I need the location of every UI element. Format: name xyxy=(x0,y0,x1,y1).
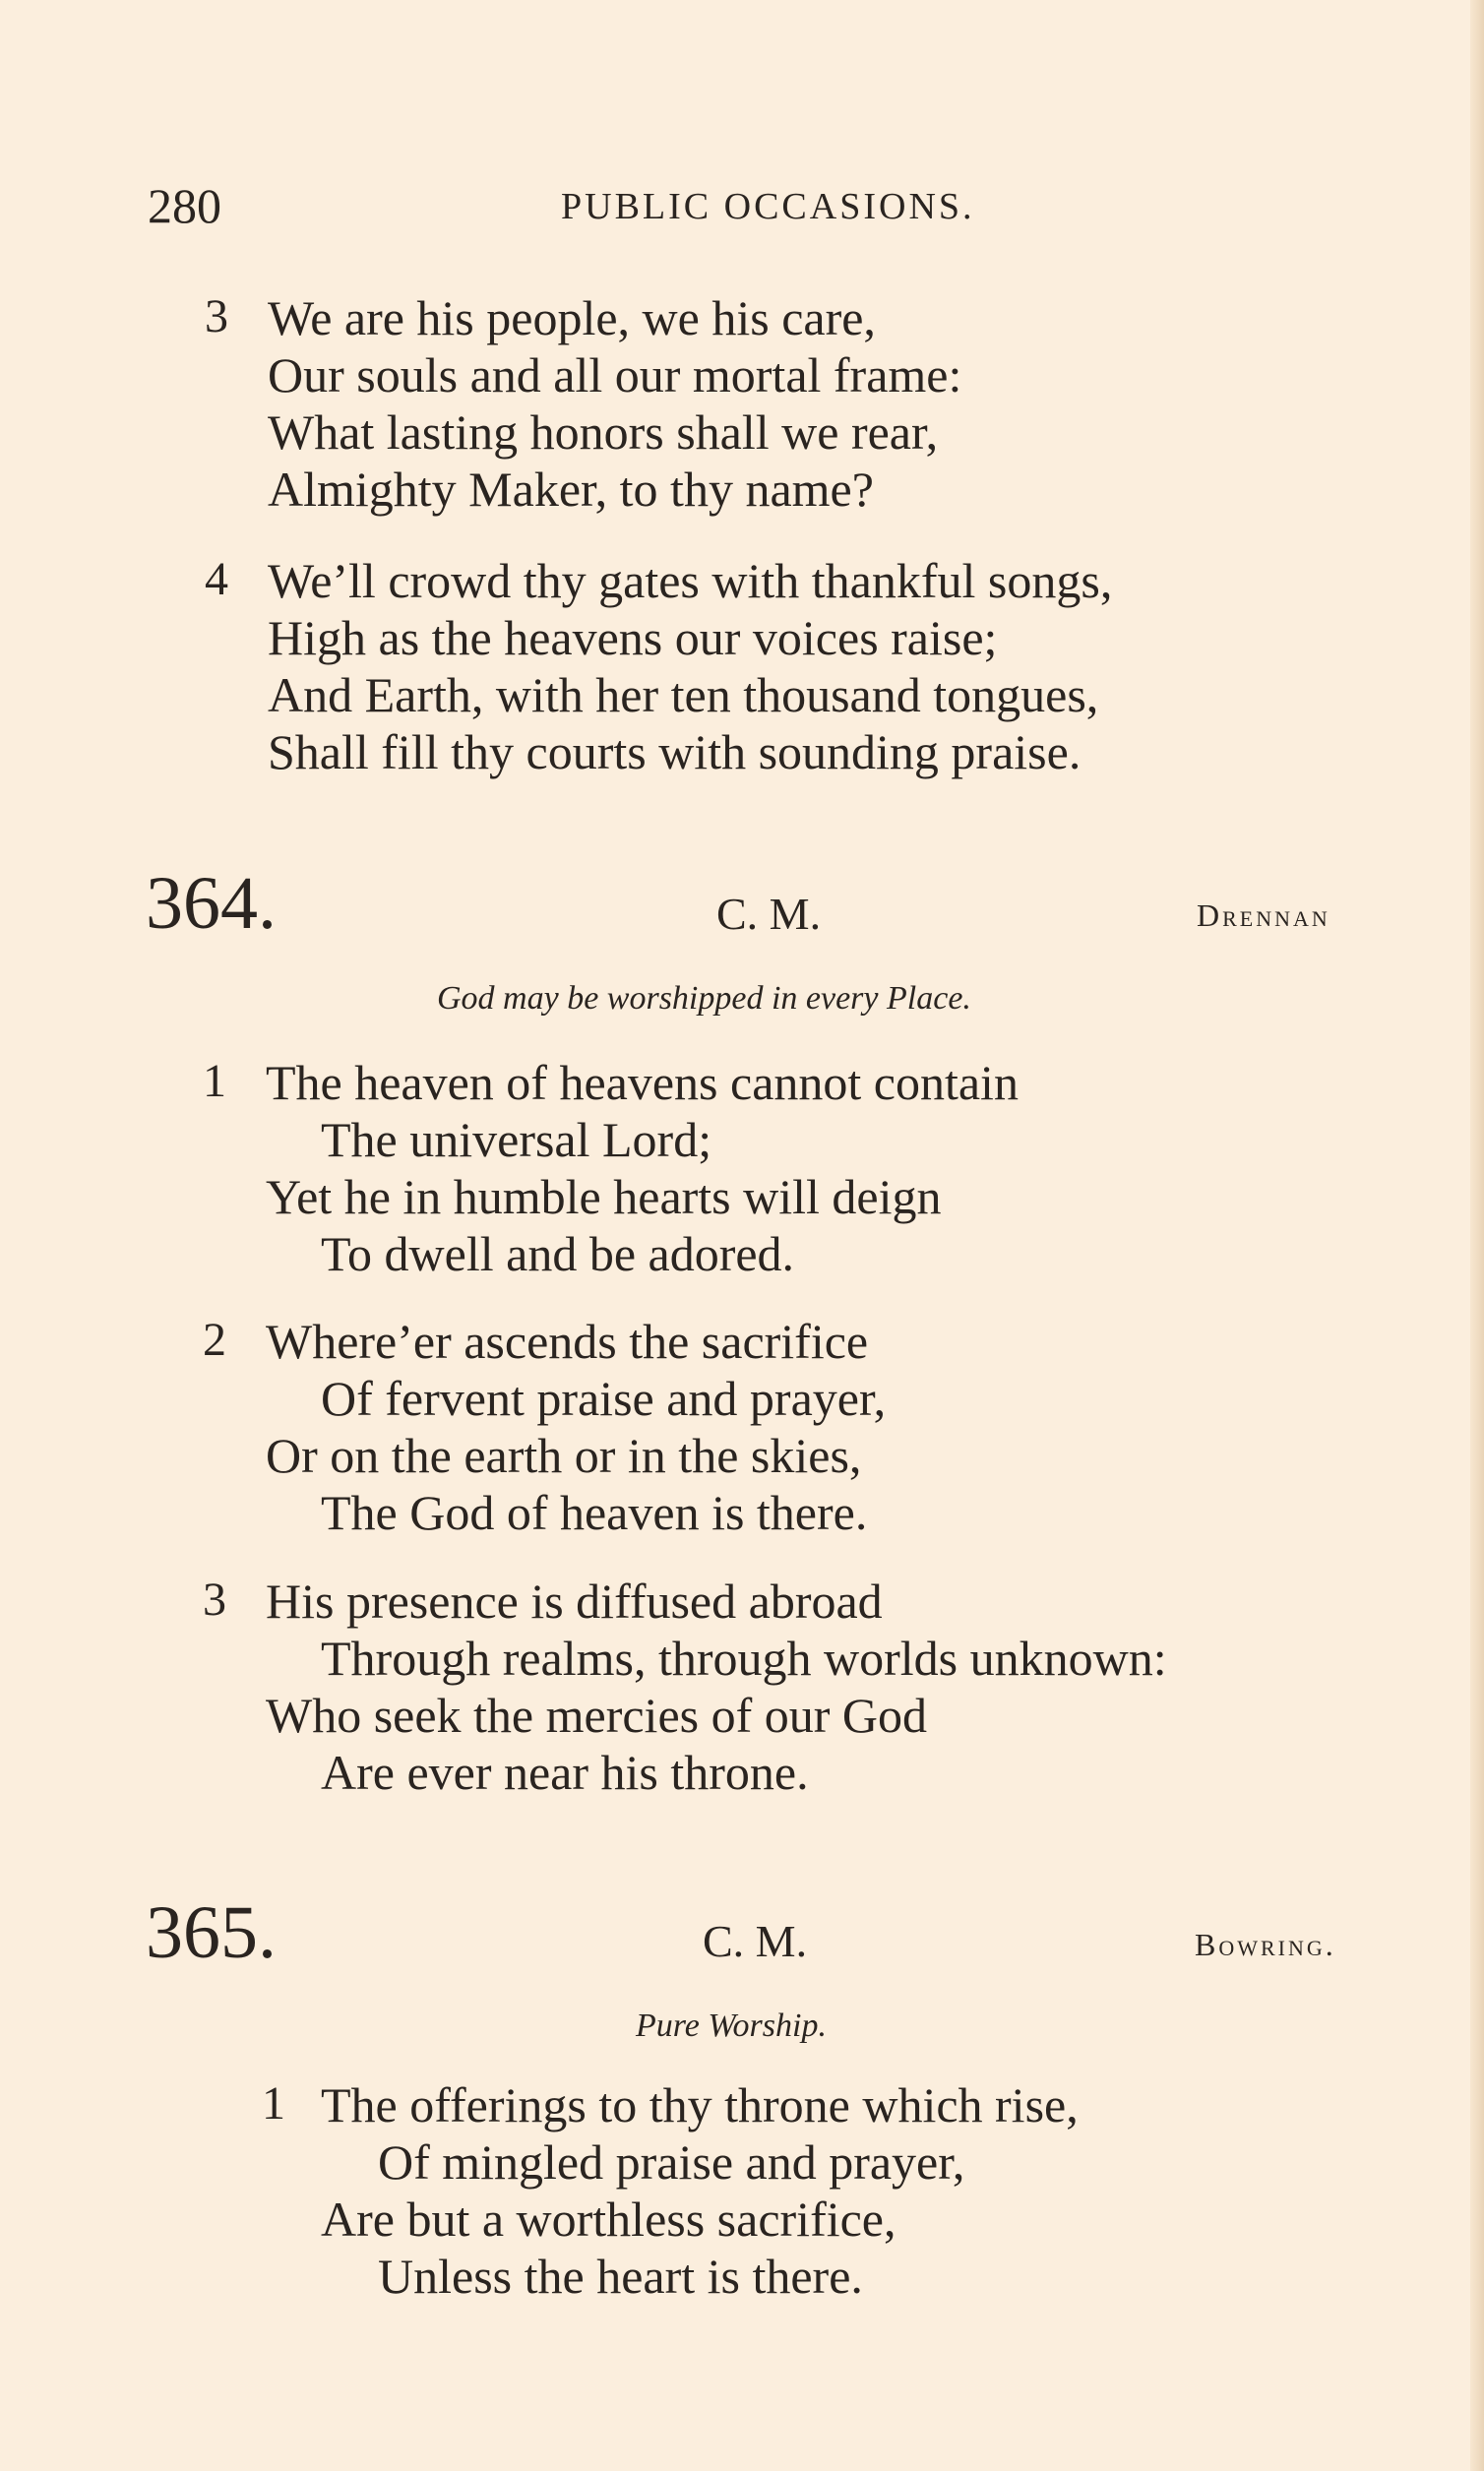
stanza-number: 4 xyxy=(205,553,228,605)
verse-line: Are but a worthless sacrifice, xyxy=(321,2192,897,2247)
verse-line: Unless the heart is there. xyxy=(378,2249,863,2304)
verse-line: To dwell and be adored. xyxy=(321,1226,795,1281)
verse-line: Who seek the mercies of our God xyxy=(266,1688,927,1743)
verse-line: The God of heaven is there. xyxy=(321,1485,868,1540)
verse-line: Are ever near his throne. xyxy=(321,1745,809,1800)
hymn-meter: C. M. xyxy=(703,1916,808,1966)
stanza-number: 2 xyxy=(203,1314,226,1366)
hymn-author: Drennan xyxy=(1197,897,1330,933)
stanza-number: 3 xyxy=(205,290,228,342)
hymn-subtitle: Pure Worship. xyxy=(636,2008,827,2044)
verse-line: Or on the earth or in the skies, xyxy=(266,1428,862,1483)
verse-line: Shall fill thy courts with sounding praise. xyxy=(268,724,1082,779)
stanza-number: 1 xyxy=(203,1055,226,1107)
verse-line: Our souls and all our mortal frame: xyxy=(268,347,962,402)
verse-line: Of fervent praise and prayer, xyxy=(321,1371,887,1426)
verse-line: The offerings to thy throne which rise, xyxy=(321,2077,1079,2132)
verse-line: The universal Lord; xyxy=(321,1112,712,1167)
verse-line: High as the heavens our voices raise; xyxy=(268,610,998,665)
verse-line: Of mingled praise and prayer, xyxy=(378,2134,965,2190)
hymn-subtitle: God may be worshipped in every Place. xyxy=(437,980,971,1017)
stanza-number: 1 xyxy=(262,2077,285,2130)
hymn-number: 364. xyxy=(146,862,277,945)
verse-line: And Earth, with her ten thousand tongues, xyxy=(268,667,1099,722)
verse-line: Yet he in humble hearts will deign xyxy=(266,1169,942,1224)
hymn-meter: C. M. xyxy=(716,889,822,939)
hymn-number: 365. xyxy=(146,1891,277,1974)
running-head: PUBLIC OCCASIONS. xyxy=(561,186,975,227)
verse-line: Through realms, through worlds unknown: xyxy=(321,1631,1167,1686)
page-header xyxy=(0,177,1484,236)
verse-line: We are his people, we his care, xyxy=(268,290,876,345)
page-edge xyxy=(1470,0,1484,2471)
verse-line: What lasting honors shall we rear, xyxy=(268,404,939,460)
verse-line: His presence is diffused abroad xyxy=(266,1574,883,1629)
verse-line: Almighty Maker, to thy name? xyxy=(268,462,874,517)
verse-line: Where’er ascends the sacrifice xyxy=(266,1314,869,1369)
stanza-number: 3 xyxy=(203,1574,226,1626)
verse-line: We’ll crowd thy gates with thankful songs, xyxy=(268,553,1113,608)
verse-line: The heaven of heavens cannot contain xyxy=(266,1055,1019,1110)
hymn-author: Bowring. xyxy=(1195,1927,1336,1962)
page-number: 280 xyxy=(148,178,221,233)
